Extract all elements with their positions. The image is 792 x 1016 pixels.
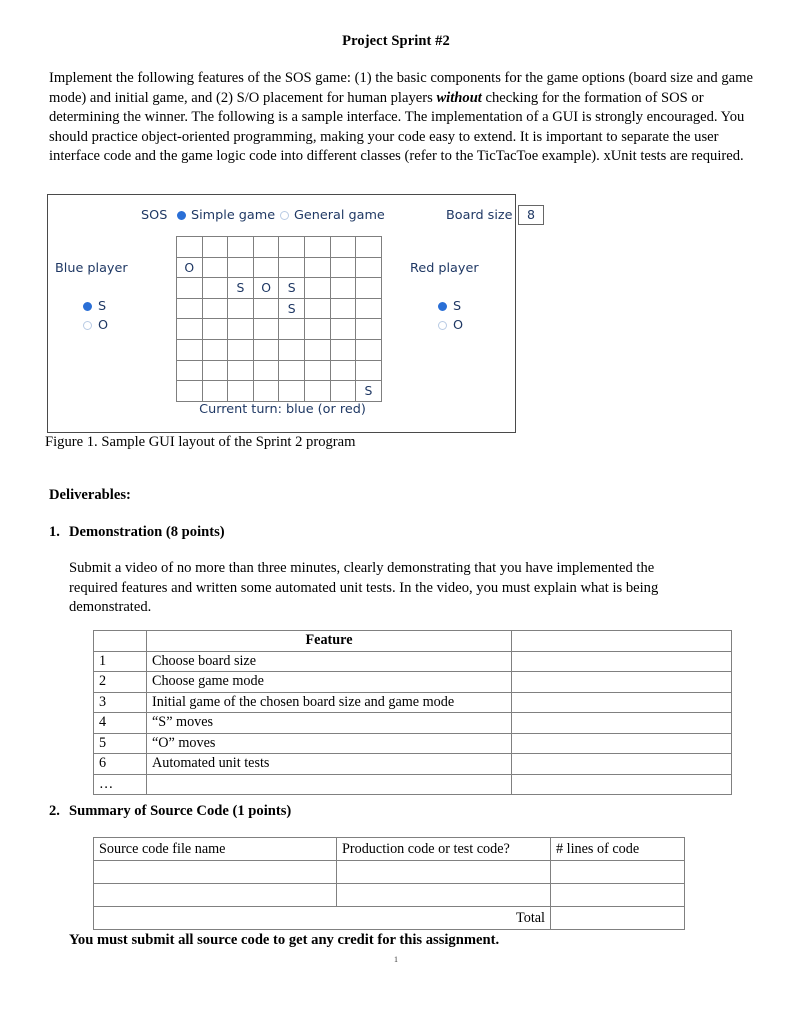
board-row bbox=[177, 237, 382, 258]
feature-header-num bbox=[94, 631, 147, 652]
source-header-type: Production code or test code? bbox=[337, 838, 551, 861]
board-cell-3-6[interactable] bbox=[330, 298, 356, 319]
board-cell-0-4[interactable] bbox=[279, 237, 305, 258]
board-cell-5-2[interactable] bbox=[228, 339, 254, 360]
feature-row-check[interactable] bbox=[512, 692, 732, 713]
feature-row-description bbox=[147, 774, 512, 795]
board-cell-0-2[interactable] bbox=[228, 237, 254, 258]
board-cell-0-3[interactable] bbox=[253, 237, 279, 258]
intro-text-part2: checking for the formation of SOS or determining the winner. The following is a sample interface. The implementation of a GUI is strongly encouraged. You should practice object-oriented programming, making your code easy to extend. It is important to separate the user interface code and the game logic code into different classes (refer to the TicTacToe example). xUnit tests are required. bbox=[49, 89, 745, 165]
board-cell-7-0[interactable] bbox=[177, 381, 203, 402]
game-board[interactable] bbox=[176, 236, 382, 402]
blue-player-options bbox=[83, 297, 108, 335]
board-cell-1-3[interactable] bbox=[253, 257, 279, 278]
board-cell-5-4[interactable] bbox=[279, 339, 305, 360]
board-cell-1-2[interactable] bbox=[228, 257, 254, 278]
board-cell-2-3[interactable]: O bbox=[253, 278, 279, 299]
board-cell-5-0[interactable] bbox=[177, 339, 203, 360]
feature-row-number: … bbox=[94, 774, 147, 795]
page-number: 1 bbox=[394, 955, 398, 964]
board-cell-6-0[interactable] bbox=[177, 360, 203, 381]
board-cell-4-4[interactable] bbox=[279, 319, 305, 340]
board-cell-0-6[interactable] bbox=[330, 237, 356, 258]
blue-radio-o-label: O bbox=[98, 318, 109, 333]
board-cell-3-5[interactable] bbox=[304, 298, 330, 319]
feature-row-check[interactable] bbox=[512, 733, 732, 754]
board-cell-4-2[interactable] bbox=[228, 319, 254, 340]
blue-radio-s[interactable] bbox=[83, 297, 108, 316]
feature-header-feature: Feature bbox=[147, 631, 512, 652]
board-cell-0-5[interactable] bbox=[304, 237, 330, 258]
board-cell-6-3[interactable] bbox=[253, 360, 279, 381]
board-cell-2-6[interactable] bbox=[330, 278, 356, 299]
deliverables-heading: Deliverables: bbox=[49, 487, 131, 503]
feature-row-number: 2 bbox=[94, 672, 147, 693]
board-cell-3-7[interactable] bbox=[356, 298, 382, 319]
radio-simple-game[interactable] bbox=[177, 208, 275, 223]
radio-simple-game-indicator[interactable] bbox=[177, 211, 186, 220]
table-row bbox=[94, 651, 732, 672]
feature-row-description: Initial game of the chosen board size and game mode bbox=[147, 692, 512, 713]
red-radio-o[interactable] bbox=[438, 316, 463, 335]
board-cell-0-0[interactable] bbox=[177, 237, 203, 258]
board-row bbox=[177, 298, 382, 319]
board-row bbox=[177, 319, 382, 340]
radio-general-game-indicator[interactable] bbox=[280, 211, 289, 220]
board-cell-4-1[interactable] bbox=[202, 319, 228, 340]
table-row bbox=[94, 884, 685, 907]
board-cell-3-4[interactable]: S bbox=[279, 298, 305, 319]
deliverable-1-heading: Demonstration (8 points) bbox=[69, 524, 225, 540]
board-cell-2-5[interactable] bbox=[304, 278, 330, 299]
board-cell-6-5[interactable] bbox=[304, 360, 330, 381]
board-cell-4-7[interactable] bbox=[356, 319, 382, 340]
board-row bbox=[177, 257, 382, 278]
board-cell-7-3[interactable] bbox=[253, 381, 279, 402]
red-radio-s-indicator[interactable] bbox=[438, 302, 447, 311]
board-cell-7-5[interactable] bbox=[304, 381, 330, 402]
board-row bbox=[177, 339, 382, 360]
red-player-label: Red player bbox=[410, 261, 479, 276]
deliverable-2-number: 2. bbox=[49, 803, 60, 819]
source-row-type[interactable] bbox=[337, 861, 551, 884]
board-cell-0-1[interactable] bbox=[202, 237, 228, 258]
source-row-loc[interactable] bbox=[551, 861, 685, 884]
board-cell-7-6[interactable] bbox=[330, 381, 356, 402]
board-row bbox=[177, 360, 382, 381]
board-cell-4-3[interactable] bbox=[253, 319, 279, 340]
board-cell-1-5[interactable] bbox=[304, 257, 330, 278]
radio-general-game-label: General game bbox=[294, 208, 385, 223]
board-cell-4-0[interactable] bbox=[177, 319, 203, 340]
intro-text-part1: Implement the following features of the SOS game: (1) the basic components for the game options (board size and game mode) and initial game, and (2) S/O placement for human players bbox=[49, 70, 753, 106]
source-row-file[interactable] bbox=[94, 884, 337, 907]
board-cell-2-2[interactable]: S bbox=[228, 278, 254, 299]
page-title: Project Sprint #2 bbox=[342, 33, 450, 49]
source-total-row bbox=[94, 907, 685, 930]
board-cell-7-2[interactable] bbox=[228, 381, 254, 402]
feature-row-number: 3 bbox=[94, 692, 147, 713]
gui-app-label: SOS bbox=[141, 208, 168, 223]
board-cell-6-7[interactable] bbox=[356, 360, 382, 381]
board-size-label: Board size bbox=[446, 208, 513, 223]
source-header-file: Source code file name bbox=[94, 838, 337, 861]
radio-simple-game-label: Simple game bbox=[191, 208, 276, 223]
feature-row-check[interactable] bbox=[512, 774, 732, 795]
feature-table-header-row bbox=[94, 631, 732, 652]
board-cell-7-1[interactable] bbox=[202, 381, 228, 402]
gui-options-bar bbox=[48, 205, 535, 229]
blue-radio-o[interactable] bbox=[83, 316, 108, 335]
table-row bbox=[94, 713, 732, 734]
gui-mockup-panel bbox=[47, 194, 535, 433]
feature-row-description: Choose game mode bbox=[147, 672, 512, 693]
feature-row-check[interactable] bbox=[512, 713, 732, 734]
board-cell-3-3[interactable] bbox=[253, 298, 279, 319]
board-cell-3-1[interactable] bbox=[202, 298, 228, 319]
source-total-value[interactable] bbox=[551, 907, 685, 930]
board-cell-7-7[interactable]: S bbox=[356, 381, 382, 402]
red-player-options bbox=[438, 297, 463, 335]
feature-row-description: “O” moves bbox=[147, 733, 512, 754]
board-cell-1-6[interactable] bbox=[330, 257, 356, 278]
source-row-file[interactable] bbox=[94, 861, 337, 884]
board-cell-3-0[interactable] bbox=[177, 298, 203, 319]
board-cell-5-6[interactable] bbox=[330, 339, 356, 360]
final-note: You must submit all source code to get any credit for this assignment. bbox=[69, 932, 500, 948]
current-turn-status: Current turn: blue (or red) bbox=[199, 402, 366, 417]
board-size-input[interactable]: 8 bbox=[518, 205, 544, 225]
feature-row-check[interactable] bbox=[512, 754, 732, 775]
board-cell-3-2[interactable] bbox=[228, 298, 254, 319]
deliverable-1-number: 1. bbox=[49, 524, 60, 540]
blue-player-label: Blue player bbox=[55, 261, 128, 276]
board-cell-2-0[interactable] bbox=[177, 278, 203, 299]
board-cell-5-7[interactable] bbox=[356, 339, 382, 360]
intro-paragraph bbox=[49, 69, 754, 167]
feature-header-check bbox=[512, 631, 732, 652]
feature-row-number: 4 bbox=[94, 713, 147, 734]
source-row-loc[interactable] bbox=[551, 884, 685, 907]
feature-table bbox=[93, 630, 732, 795]
board-cell-6-4[interactable] bbox=[279, 360, 305, 381]
deliverable-1-body: Submit a video of no more than three minutes, clearly demonstrating that you have implemented the required features and written some automated unit tests. In the video, you must explain what is being demonstrated. bbox=[69, 560, 659, 616]
feature-row-number: 5 bbox=[94, 733, 147, 754]
source-row-type[interactable] bbox=[337, 884, 551, 907]
red-radio-o-indicator[interactable] bbox=[438, 321, 447, 330]
intro-emphasis-without: without bbox=[436, 89, 482, 106]
feature-row-description: Choose board size bbox=[147, 651, 512, 672]
blue-radio-s-label: S bbox=[98, 299, 107, 314]
figure-caption: Figure 1. Sample GUI layout of the Sprint 2 program bbox=[45, 434, 356, 450]
board-row bbox=[177, 381, 382, 402]
deliverable-2-heading: Summary of Source Code (1 points) bbox=[69, 803, 292, 819]
board-cell-6-2[interactable] bbox=[228, 360, 254, 381]
board-cell-1-4[interactable] bbox=[279, 257, 305, 278]
source-total-label: Total bbox=[94, 907, 551, 930]
radio-general-game[interactable] bbox=[280, 208, 385, 223]
board-cell-7-4[interactable] bbox=[279, 381, 305, 402]
red-radio-o-label: O bbox=[453, 318, 464, 333]
board-cell-5-5[interactable] bbox=[304, 339, 330, 360]
red-radio-s[interactable] bbox=[438, 297, 463, 316]
blue-radio-s-indicator[interactable] bbox=[83, 302, 92, 311]
source-table-header-row bbox=[94, 838, 685, 861]
board-cell-5-1[interactable] bbox=[202, 339, 228, 360]
feature-row-description: “S” moves bbox=[147, 713, 512, 734]
table-row bbox=[94, 861, 685, 884]
board-cell-5-3[interactable] bbox=[253, 339, 279, 360]
board-cell-6-6[interactable] bbox=[330, 360, 356, 381]
board-cell-2-7[interactable] bbox=[356, 278, 382, 299]
red-radio-s-label: S bbox=[453, 299, 462, 314]
feature-row-number: 1 bbox=[94, 651, 147, 672]
board-cell-2-4[interactable]: S bbox=[279, 278, 305, 299]
board-cell-4-5[interactable] bbox=[304, 319, 330, 340]
board-cell-4-6[interactable] bbox=[330, 319, 356, 340]
table-row bbox=[94, 754, 732, 775]
feature-row-check[interactable] bbox=[512, 672, 732, 693]
board-cell-2-1[interactable] bbox=[202, 278, 228, 299]
feature-row-number: 6 bbox=[94, 754, 147, 775]
source-header-loc: # lines of code bbox=[551, 838, 685, 861]
feature-row-check[interactable] bbox=[512, 651, 732, 672]
board-cell-1-0[interactable]: O bbox=[177, 257, 203, 278]
table-row bbox=[94, 672, 732, 693]
board-row bbox=[177, 278, 382, 299]
blue-radio-o-indicator[interactable] bbox=[83, 321, 92, 330]
board-cell-6-1[interactable] bbox=[202, 360, 228, 381]
board-cell-0-7[interactable] bbox=[356, 237, 382, 258]
board-cell-1-7[interactable] bbox=[356, 257, 382, 278]
feature-row-description: Automated unit tests bbox=[147, 754, 512, 775]
table-row bbox=[94, 774, 732, 795]
source-code-table bbox=[93, 837, 685, 930]
table-row bbox=[94, 692, 732, 713]
board-cell-1-1[interactable] bbox=[202, 257, 228, 278]
table-row bbox=[94, 733, 732, 754]
